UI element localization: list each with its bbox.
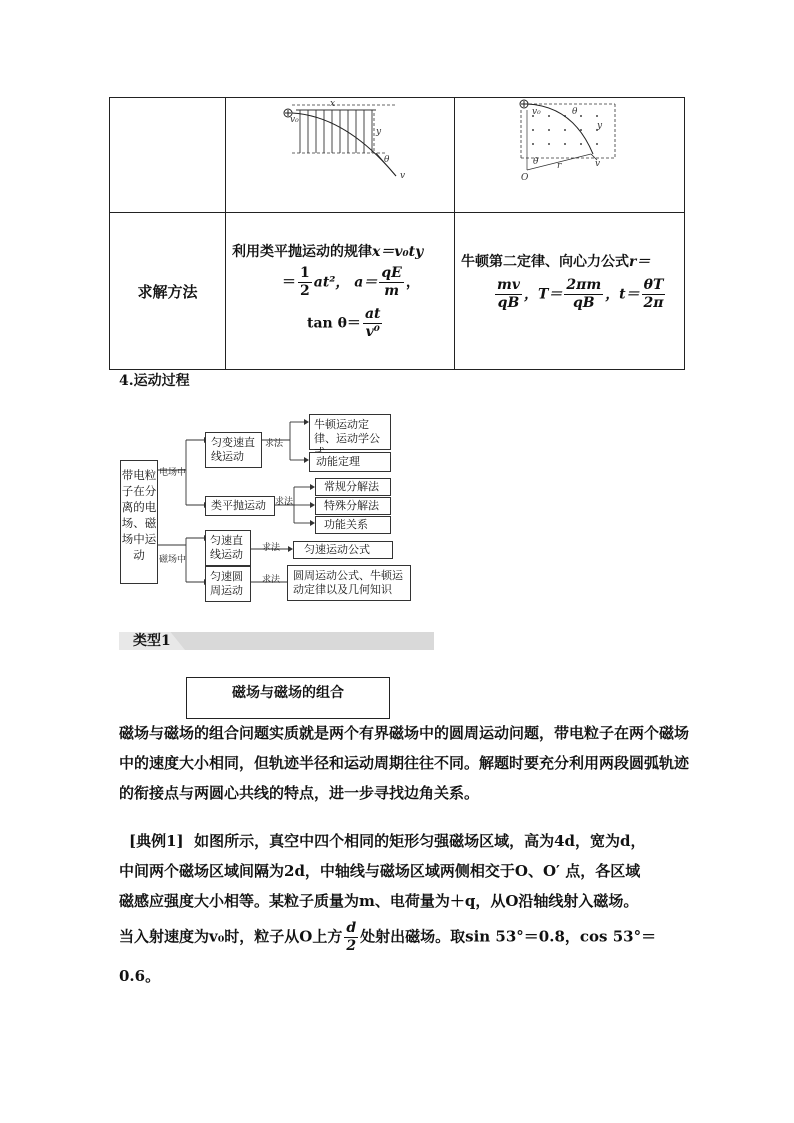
fig1-x-label: x (330, 99, 336, 109)
comparison-table (109, 97, 685, 370)
a-fraction: $\frac{qE}{m}$ (381, 265, 402, 299)
t-fraction: $\frac{\theta T}{2\pi}$ (643, 276, 664, 311)
map-e1: 匀变速直线运动 (205, 432, 262, 468)
mag-T: ，T＝ (523, 286, 563, 302)
elec-a: a＝ (354, 274, 378, 291)
map-m1: 匀速直线运动 (205, 530, 251, 566)
fig2-r-label: r (557, 161, 562, 171)
fig2-v-label: v (595, 159, 601, 169)
map-e2: 类平抛运动 (205, 496, 275, 516)
map-branch-magnetic: 磁场中 (159, 555, 187, 565)
elec-a-suffix: ， (405, 274, 420, 291)
fig1-v-label: v (400, 171, 406, 181)
electric-deflection-diagram (226, 98, 454, 208)
example-line4a: 当入射速度为v₀时，粒子从O上方 (119, 927, 343, 946)
electric-method-cell (226, 213, 455, 370)
elec-tan: tan θ＝ (307, 315, 361, 332)
mag-line1-math: r＝ (629, 253, 651, 270)
example-tag: [典例1] (129, 832, 184, 850)
map-e2-r3: 功能关系 (315, 516, 391, 534)
map-root: 带电粒子在分离的电场、磁场中运动 (120, 460, 158, 584)
fig2-theta-label: θ (572, 107, 578, 117)
fig1-theta-label: θ (384, 155, 390, 165)
section-4-title: 4.运动过程 (119, 373, 190, 389)
example-line4b: 处射出磁场。取sin 53°＝0.8，cos 53°＝ (360, 927, 657, 946)
intro-paragraph: 磁场与磁场的组合问题实质就是两个有界磁场中的圆周运动问题，带电粒子在两个磁场中的速度大小相同，但轨迹半径和运动周期往往不同。解题时要充分利用两段圆弧轨迹的衔接点与两圆心共线的特点，进一步寻找边角关系。 (119, 724, 690, 802)
example-line1: 如图所示，真空中四个相同的矩形匀强磁场区域，高为4d，宽为d， (194, 832, 646, 850)
fig2-o-label: O (521, 173, 529, 183)
type-tag-bar (119, 632, 434, 650)
tan-fraction: $\frac{at}{\text{v⁰}}$ (364, 306, 381, 340)
magnetic-method-cell (455, 213, 685, 370)
electric-field-figure-cell (226, 98, 455, 213)
map-e1-r2: 动能定理 (309, 452, 391, 472)
box-title: 磁场与磁场的组合 (186, 677, 390, 719)
map-branch-electric: 电场中 (159, 468, 187, 478)
T-fraction: $\frac{2\pi m}{qB}$ (566, 276, 602, 311)
fig2-v0-label: v₀ (532, 107, 541, 117)
map-e2-r2: 特殊分解法 (315, 497, 391, 515)
map-m2-solve: 求法 (262, 575, 281, 585)
map-e1-solve: 求法 (265, 439, 284, 449)
d-half-fraction: $\frac{d}{2}$ (346, 920, 357, 954)
map-m1-solve: 求法 (262, 543, 281, 553)
fig1-y-label: y (376, 127, 382, 137)
map-m1-r1: 匀速运动公式 (293, 541, 393, 559)
elec-line1-text: 利用类平抛运动的规律 (232, 244, 372, 260)
map-e2-r1: 常规分解法 (315, 478, 391, 496)
mag-t: ，t＝ (605, 286, 640, 302)
fig2-y-label: y (597, 121, 603, 131)
magnetic-field-figure-cell (455, 98, 685, 213)
map-m2: 匀速圆周运动 (205, 566, 251, 602)
elec-at2: at²， (313, 274, 350, 291)
example-block (119, 826, 699, 991)
method-row-label: 求解方法 (110, 213, 226, 370)
example-line5: 0.6。 (119, 967, 161, 985)
elec-line1-math: x＝v₀ty (372, 244, 424, 260)
example-line3: 磁感应强度大小相等。某粒子质量为m、电荷量为＋q，从O沿轴线射入磁场。 (119, 892, 639, 910)
type-tag-label: 类型1 (133, 633, 171, 649)
map-e2-solve: 求法 (275, 497, 294, 507)
r-fraction: $\frac{mv}{qB}$ (497, 276, 520, 311)
magnetic-deflection-diagram (455, 98, 684, 208)
elec-eq-prefix: ＝ (282, 274, 296, 291)
table-cell-empty (110, 98, 226, 213)
mag-line1-text: 牛顿第二定律、向心力公式 (461, 253, 629, 270)
example-line2: 中间两个磁场区域间隔为2d，中轴线与磁场区域两侧相交于O、O′ 点，各区域 (119, 862, 641, 880)
half-fraction: $\frac{1}{2}$ (300, 265, 310, 299)
map-e1-r1: 牛顿运动定律、运动学公 (309, 414, 391, 450)
fig1-v0-label: v₀ (290, 115, 299, 125)
fig2-theta2-label: θ (533, 157, 539, 167)
map-m2-r1: 圆周运动公式、牛顿运动定律以及几何知识 (287, 565, 411, 601)
